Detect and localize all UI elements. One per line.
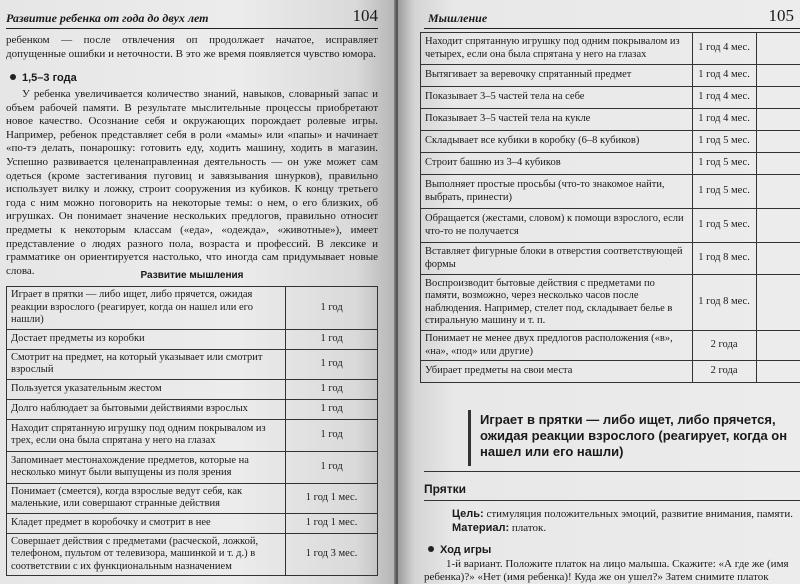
age-cell: 2 года — [692, 331, 756, 361]
empty-cell — [756, 275, 800, 331]
table-row — [7, 379, 378, 399]
age-cell: 1 год — [286, 329, 378, 349]
skill-cell: Вытягивает за веревочку спрятанный предмет — [421, 65, 693, 87]
running-header — [6, 6, 378, 29]
skill-cell: Понимает не менее двух предлогов расположения («в», «на», «под» или другие) — [421, 331, 693, 361]
course-line: 1-й вариант. Положите платок на лицо малыша. Скажите: «А где же (имя — [446, 558, 789, 570]
table-row — [7, 533, 378, 576]
table-row — [7, 287, 378, 330]
empty-cell — [756, 243, 800, 275]
empty-cell — [756, 361, 800, 383]
material-text: платок. — [511, 522, 547, 534]
table-row — [7, 399, 378, 419]
table-row — [421, 131, 800, 153]
running-header — [424, 6, 800, 29]
goal-text: стимуляция положительных эмоций, развитие внимания, памяти. — [486, 508, 793, 520]
age-cell: 1 год — [286, 287, 378, 330]
table-row — [7, 483, 378, 513]
course-heading — [428, 544, 491, 556]
empty-cell — [756, 109, 800, 131]
skill-cell: Смотрит на предмет, на который указывает или смотрит взрослый — [7, 349, 286, 379]
skill-cell: Достает предметы из коробки — [7, 329, 286, 349]
age-cell: 1 год 3 мес. — [286, 533, 378, 576]
empty-cell — [756, 131, 800, 153]
section-heading — [10, 72, 77, 84]
skill-cell: Играет в прятки — либо ищет, либо прячется, ожидая реакции взрослого (реагирует, когда он нашел или его нашли) — [7, 287, 286, 330]
table-row — [7, 513, 378, 533]
intro-paragraph: ребенком — после отвлечения оп продолжает начатое, исправляет допущенные ошибки и неточности. В это же время появляется чувство юмора. — [6, 34, 378, 60]
skill-cell: Выполняет простые просьбы (что-то знакомое найти, выбрать, принести) — [421, 175, 693, 209]
skill-cell: Обращается (жестами, словом) к помощи взрослого, если что-то не получается — [421, 209, 693, 243]
goal-label: Цель: — [452, 508, 484, 520]
age-cell: 1 год 4 мес. — [692, 87, 756, 109]
table-row — [421, 87, 800, 109]
age-cell: 1 год 4 мес. — [692, 109, 756, 131]
age-cell: 1 год 5 мес. — [692, 131, 756, 153]
bullet-icon — [10, 74, 16, 80]
age-cell: 1 год 5 мес. — [692, 153, 756, 175]
age-cell: 1 год — [286, 349, 378, 379]
game-name: Прятки — [424, 482, 467, 496]
table-row — [421, 109, 800, 131]
skill-cell: Находит спрятанную игрушку под одним покрывалом из трех, если она была спрятана у него на глазах — [7, 419, 286, 451]
table-row — [421, 243, 800, 275]
table-row — [7, 349, 378, 379]
running-title: Мышление — [428, 11, 488, 25]
table-caption: Развитие мышления — [140, 270, 244, 281]
empty-cell — [756, 87, 800, 109]
empty-cell — [756, 331, 800, 361]
section-paragraph: У ребенка увеличивается количество знаний, навыков, словарный запас и объем рабочей памяти. В результате мыслительные процессы приобретают новое качество. Осознание себя и окружающих порождает ролевые игры. Например, ребенок представляет себя в роли «мамы» или «папы» и начинает «по-тэ делать, понарошку: готовить еду, ходить машину, ходить в магазин. Успешно развивается целенаправленная деятельность — он уже может сам одеться (кроме застегивания пуговиц и завязывания шнурков), правильно использует вилку и ложку, строит сооружения из кубиков. К концу третьего года с ним можно поговорить на некоторые темы: о нем, о его близких, об игрушках. Он понимает значение нескольких предлогов, правильно относит предметы к некоторым классам («еда», «одежда», «животные»), имеет представление о людях разного пола, возраста и профессий. В лексике и грамматике он ориентируется настолько, что иногда сам придумывает новые слова. — [6, 88, 378, 277]
goal-line — [452, 508, 793, 521]
divider — [424, 500, 800, 501]
game-title-bar — [468, 410, 471, 466]
table-row — [421, 209, 800, 243]
skill-cell: Пользуется указательным жестом — [7, 379, 286, 399]
course-line: ребенка)?» «Нет (имя ребенка)! Куда же он ушел?» Затем снимите платок — [424, 571, 769, 583]
running-title: Развитие ребенка от года до двух лет — [6, 11, 209, 25]
thinking-development-table — [6, 286, 378, 576]
table-row — [7, 329, 378, 349]
empty-cell — [756, 65, 800, 87]
right-page — [398, 0, 800, 584]
skill-cell: Показывает 3–5 частей тела на себе — [421, 87, 693, 109]
skill-cell: Убирает предметы на свои места — [421, 361, 693, 383]
table-row — [421, 153, 800, 175]
empty-cell — [756, 153, 800, 175]
table-row — [7, 419, 378, 451]
age-cell: 1 год 4 мес. — [692, 65, 756, 87]
skill-cell: Находит спрятанную игрушку под одним покрывалом из четырех, если она была спрятана у него на глазах — [421, 33, 693, 65]
age-cell: 1 год 8 мес. — [692, 275, 756, 331]
table-row — [421, 33, 800, 65]
bullet-icon — [428, 546, 434, 552]
page-number: 104 — [352, 6, 378, 25]
age-cell: 1 год — [286, 379, 378, 399]
skill-cell: Понимает (смеется), когда взрослые ведут себя, как маленькие, или совершают странные действия — [7, 483, 286, 513]
course-heading-text: Ход игры — [440, 544, 492, 556]
left-page — [0, 0, 396, 584]
age-cell: 2 года — [692, 361, 756, 383]
age-cell: 1 год 8 мес. — [692, 243, 756, 275]
empty-cell — [756, 209, 800, 243]
game-title: Играет в прятки — либо ищет, либо прячется, ожидая реакции взрослого (реагирует, когда он нашел или его нашли) — [480, 412, 788, 459]
age-cell: 1 год 5 мес. — [692, 209, 756, 243]
skill-cell: Совершает действия с предметами (расческой, ложкой, телефоном, пультом от телевизора, машинкой и т. д.) в соответствии с их функциональным назначением — [7, 533, 286, 576]
table-row — [421, 175, 800, 209]
age-cell: 1 год 5 мес. — [692, 175, 756, 209]
table-row — [421, 331, 800, 361]
skill-cell: Воспроизводит бытовые действия с предметами по памяти, возможно, через несколько часов после наблюдения. Например, стелет под, складывает белье в стиральную машину и т. п. — [421, 275, 693, 331]
age-cell: 1 год 1 мес. — [286, 513, 378, 533]
material-line — [452, 522, 546, 535]
age-cell: 1 год 4 мес. — [692, 33, 756, 65]
thinking-development-table-continued — [420, 32, 800, 383]
age-cell: 1 год — [286, 399, 378, 419]
skill-cell: Долго наблюдает за бытовыми действиями взрослых — [7, 399, 286, 419]
age-cell: 1 год — [286, 451, 378, 483]
skill-cell: Кладет предмет в коробочку и смотрит в нее — [7, 513, 286, 533]
section-heading-text: 1,5–3 года — [22, 72, 77, 84]
table-row — [421, 361, 800, 383]
divider — [424, 471, 800, 472]
material-label: Материал: — [452, 522, 510, 534]
skill-cell: Складывает все кубики в коробку (6–8 кубиков) — [421, 131, 693, 153]
skill-cell: Строит башню из 3–4 кубиков — [421, 153, 693, 175]
page-number: 105 — [768, 6, 794, 25]
empty-cell — [756, 175, 800, 209]
age-cell: 1 год 1 мес. — [286, 483, 378, 513]
skill-cell: Показывает 3–5 частей тела на кукле — [421, 109, 693, 131]
table-row — [421, 65, 800, 87]
table-row — [421, 275, 800, 331]
table-row — [7, 451, 378, 483]
skill-cell: Вставляет фигурные блоки в отверстия соответствующей формы — [421, 243, 693, 275]
age-cell: 1 год — [286, 419, 378, 451]
skill-cell: Запоминает местонахождение предметов, которые на несколько минут были выпущены из поля зрения — [7, 451, 286, 483]
empty-cell — [756, 33, 800, 65]
